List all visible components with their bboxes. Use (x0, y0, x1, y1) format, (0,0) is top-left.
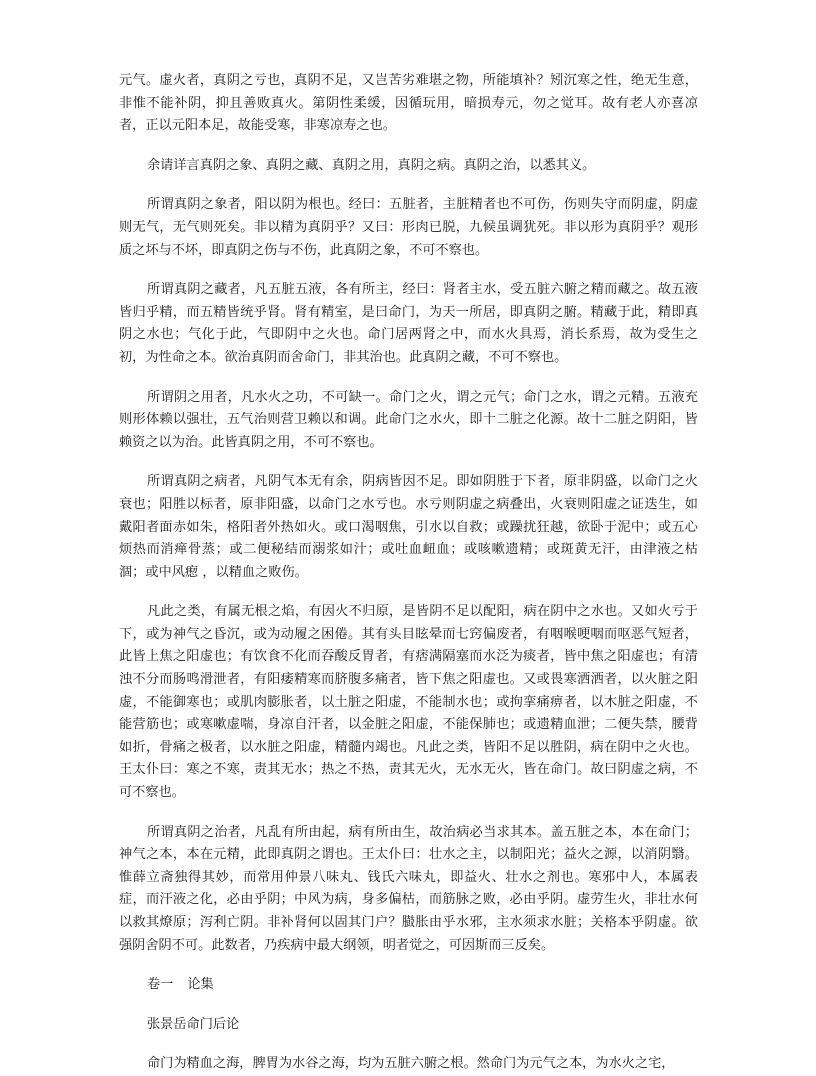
paragraph-last: 命门为精血之海，脾胃为水谷之海，均为五脏六腑之根。然命门为元气之本，为水火之宅， (147, 1056, 675, 1072)
paragraph-2: 余请详言真阴之象、真阴之藏、真阴之用，真阴之病。真阴之治，以悉其义。 (147, 157, 596, 173)
paragraph-5: 所谓阴之用者，凡水火之功，不可缺一。命门之火，谓之元气；命门之水，谓之元精。五液充则形体赖以强壮，五气治则营卫赖以和调。此命门之水火，即十二脏之化源。故十二脏之阴阳，皆赖资之以为治。此皆真阴之用，不可不察也。 (119, 389, 698, 450)
paragraph-3: 所谓真阴之象者，阳以阴为根也。经曰：五脏者，主脏精者也不可伤，伤则失守而阴虚，阴虚则无气，无气则死矣。非以精为真阴乎？又曰：形肉已脱，九候虽调犹死。非以形为真阴乎？观形质之坏与不坏，即真阴之伤与不伤，此真阴之象，不可不察也。 (119, 197, 698, 258)
paragraph-8: 所谓真阴之治者，凡乱有所由起，病有所由生，故治病必当求其本。盖五脏之本，本在命门；神气之本，本在元精，此即真阴之谓也。王太仆曰：壮水之主，以制阳光；益火之源，以消阴翳。惟薛立斋独得其妙，而常用仲景八味丸、钱氏六味丸，即益火、壮水之剂也。寒邪中人，本属表症，而汗液之化，必由乎阴；中风为病，身多偏枯，而筋脉之败，必由乎阴。虚劳生火，非壮水何以救其燎原；泻利亡阴。非补肾何以固其门户？臌胀由乎水邪，主水须求水脏；关格本乎阴虚。欲强阴舍阴不可。此数者，乃疾病中最大纲领，明者觉之，可因斯而三反矣。 (119, 824, 698, 953)
article-title: 张景岳命门后论 (147, 1016, 240, 1032)
volume-label: 卷一 (147, 977, 174, 993)
section-title: 论集 (187, 977, 214, 993)
paragraph-7: 凡此之类，有属无根之焰，有因火不归原，是皆阴不足以配阳，病在阴中之水也。又如火亏于下，或为神气之昏沉，或为动履之困倦。其有头目眩晕而七窍偏废者，有咽喉哽咽而呕恶气短者，此皆上焦之阳虚也；有饮食不化而吞酸反胃者，有痞满隔塞而水泛为痰者，皆中焦之阳虚也；有清浊不分而肠鸣滑泄者，有阳痿精寒而脐腹多痛者，皆下焦之阳虚也。又或畏寒洒洒者，以火脏之阳虚，不能御寒也；或肌肉膨胀者，以土脏之阳虚，不能制水也；或拘挛痛痹者，以木脏之阳虚，不能营筋也；或寒嗽虚喘，身凉自汗者，以金脏之阳虚，不能保肺也；或遗精血泄；二便失禁，腰背如折，骨痛之极者，以水脏之阳虚，精髓内竭也。凡此之类，皆阳不足以胜阴，病在阴中之火也。王太仆曰：寒之不寒，责其无水；热之不热，责其无火，无水无火，皆在命门。故曰阴虚之病，不可不察也。 (119, 604, 698, 801)
paragraph-6: 所谓真阴之病者，凡阴气本无有余，阴病皆因不足。即如阴胜于下者，原非阴盛，以命门之火衰也；阳胜以标者，原非阳盛，以命门之水亏也。水亏则阴虚之病叠出，火衰则阳虚之证迭生，如戴阳者面赤如朱，格阳者外热如火。或口渴咽焦，引水以自救；或躁扰狂越，欲卧于泥中；或五心烦热而消瘅骨蒸；或二便秘结而溺浆如汁；或吐血衄血；或咳嗽遗精；或斑黄无汗，由津液之枯涸；或中风瘛 ，以精血之败伤。 (119, 474, 698, 580)
paragraph-1: 元气。虚火者，真阴之亏也，真阴不足，又岂苦劣难堪之物，所能填补？矧沉寒之性，绝无生意，非惟不能补阴，抑且善败真火。第阴性柔缓，因循玩用，暗损寿元，勿之觉耳。故有老人亦喜凉者，正以元阳本足，故能受寒，非寒凉寿之也。 (119, 73, 698, 134)
section-heading (119, 974, 698, 997)
paragraph-4: 所谓真阴之藏者，凡五脏五液，各有所主，经曰：肾者主水，受五脏六腑之精而藏之。故五液皆归乎精，而五精皆统乎肾。肾有精室，是曰命门，为天一所居，即真阴之腑。精藏于此，精即真阴之水也；气化于此，气即阴中之火也。命门居两肾之中，而水火具焉，消长系焉，故为受生之初，为性命之本。欲治真阴而舍命门，非其治也。此真阴之藏，不可不察也。 (119, 282, 698, 365)
